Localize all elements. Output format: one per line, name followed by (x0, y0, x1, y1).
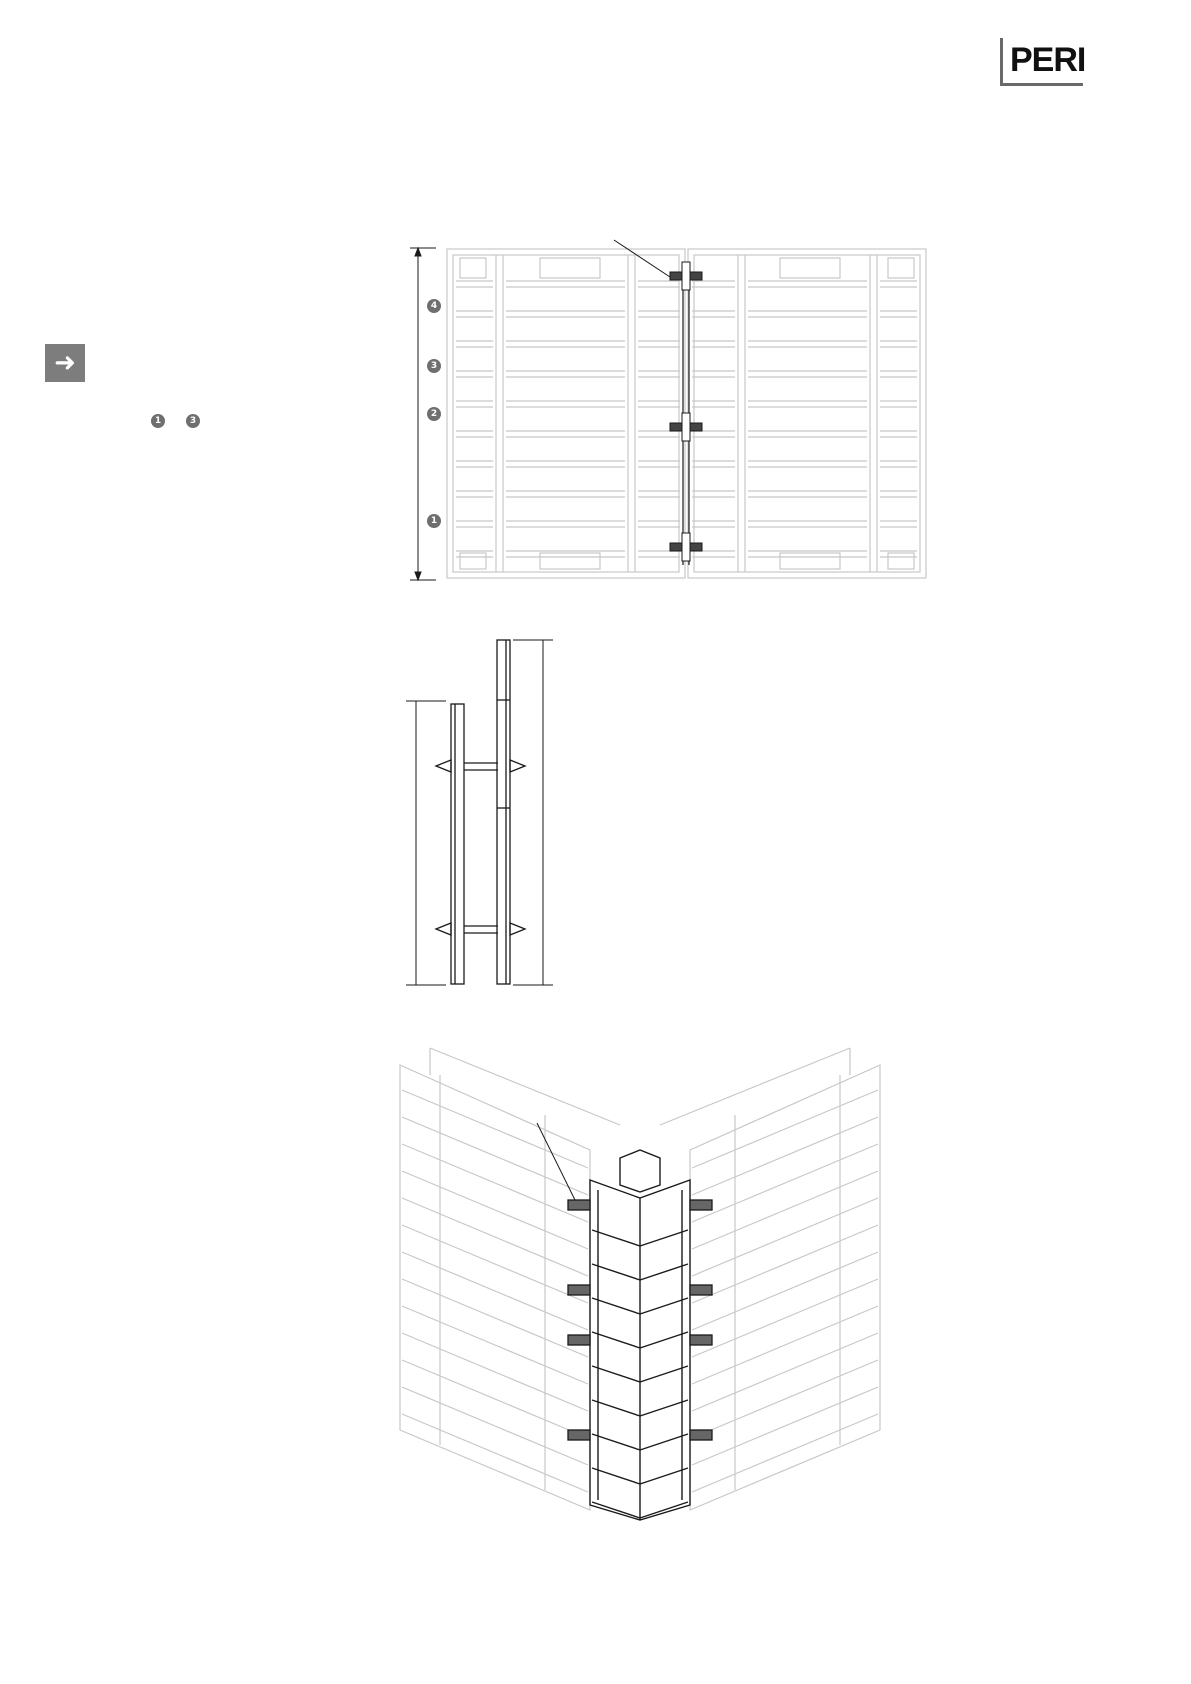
callout-3: 3 (427, 359, 441, 373)
logo-text: PERI (1010, 41, 1086, 79)
corner-clamp (568, 1335, 590, 1345)
callout-4: 4 (427, 299, 441, 313)
right-wall-panels (660, 1048, 880, 1510)
corner-clamp (690, 1335, 712, 1345)
corner-clamp (568, 1200, 590, 1210)
left-wall-panels (400, 1048, 620, 1510)
sidebar-callout-start: 1 (151, 414, 165, 428)
corner-clamp (690, 1285, 712, 1295)
right-arrow-icon: ➜ (45, 344, 85, 382)
corner-clamp (568, 1285, 590, 1295)
callout-1: 1 (427, 514, 441, 528)
inner-corner-column (590, 1150, 690, 1520)
corner-clamp (690, 1200, 712, 1210)
corner-clamp (568, 1430, 590, 1440)
callout-2: 2 (427, 407, 441, 421)
corner-clamp (690, 1430, 712, 1440)
sidebar-callout-end: 3 (186, 414, 200, 428)
